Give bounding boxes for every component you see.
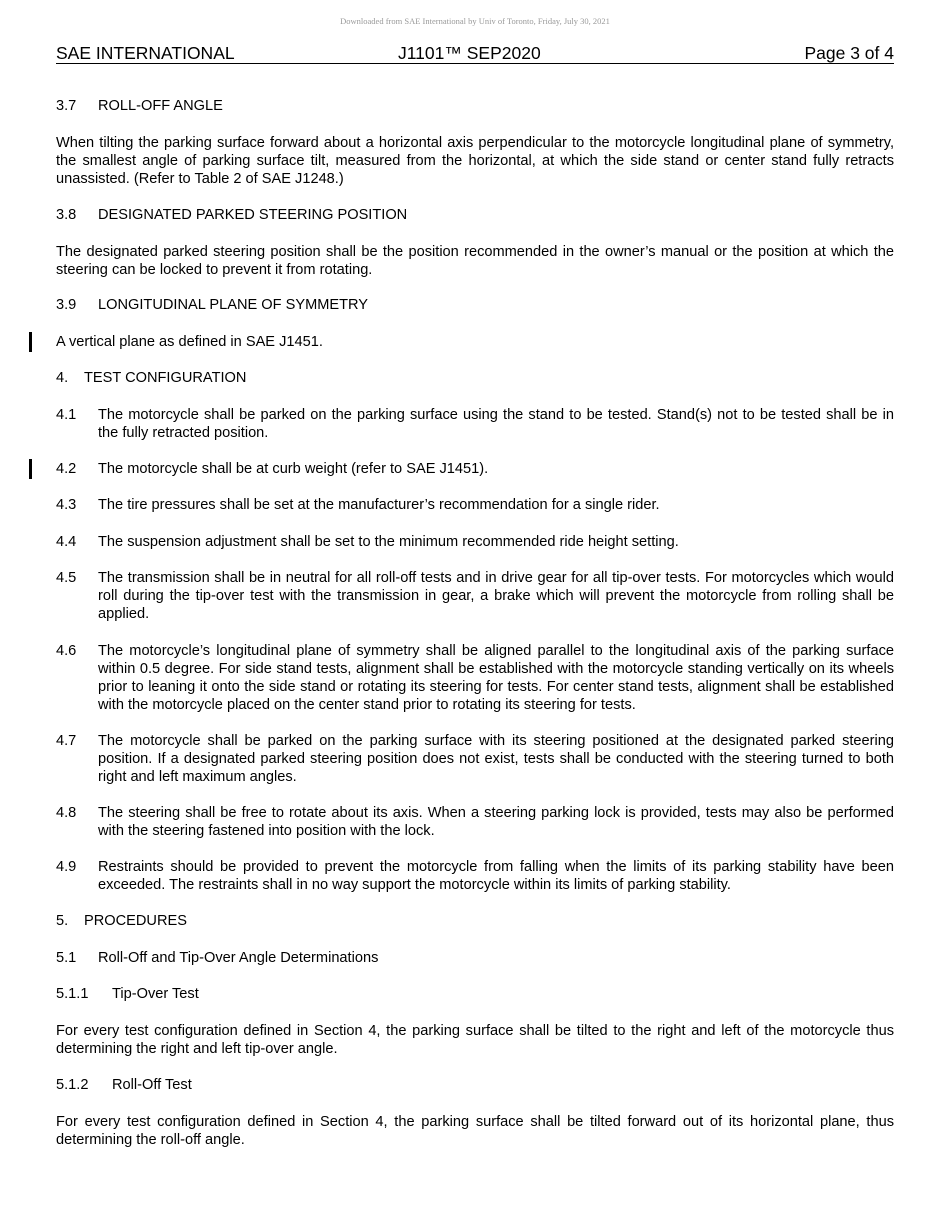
section-5-1-2-paragraph: For every test configuration defined in Section 4, the parking surface shall be tilted forward out of its horizontal plane, thus determining the roll-off angle. bbox=[56, 1114, 894, 1148]
list-item-4-4 bbox=[56, 533, 894, 551]
list-item-4-1 bbox=[56, 406, 894, 442]
list-item-4-8 bbox=[56, 804, 894, 840]
item-number: 4.4 bbox=[56, 534, 77, 550]
item-text: The tire pressures shall be set at the manufacturer’s recommendation for a single rider. bbox=[98, 497, 660, 513]
section-3-9-heading bbox=[56, 296, 894, 314]
section-title: PROCEDURES bbox=[84, 913, 187, 929]
item-number: 4.5 bbox=[56, 570, 77, 586]
list-item-4-7 bbox=[56, 732, 894, 786]
section-title: Roll-Off Test bbox=[112, 1077, 192, 1093]
item-text: Restraints should be provided to prevent the motorcycle from falling when the limits of its parking stability have been exceeded. The restraints shall in no way support the motorcycle within its limits of parking stability. bbox=[98, 859, 894, 893]
section-3-7-paragraph: When tilting the parking surface forward about a horizontal axis perpendicular to the motorcycle longitudinal plane of symmetry, the smallest angle of parking surface tilt, measured from the horizontal, at which the side stand or center stand fully retracts unassisted. (Refer to Table 2 of SAE J1248.) bbox=[56, 135, 894, 187]
revision-bar bbox=[29, 459, 32, 479]
list-item-4-2 bbox=[56, 460, 894, 478]
item-text: The motorcycle’s longitudinal plane of symmetry shall be aligned parallel to the longitudinal axis of the parking surface within 0.5 degree. For side stand tests, alignment shall be established with the motorcycle standing vertically on its wheels prior to leaning it onto the side stand or rotating its steering for tests. For center stand tests, alignment shall be established with the motorcycle placed on the center stand prior to rotating its steering for tests. bbox=[98, 643, 894, 713]
list-item-4-6 bbox=[56, 642, 894, 714]
section-4-heading bbox=[56, 369, 894, 387]
section-number: 5.1 bbox=[56, 950, 77, 966]
header-doc-id: J1101™ SEP2020 bbox=[398, 43, 541, 63]
section-3-8-heading bbox=[56, 206, 894, 224]
section-number: 3.7 bbox=[56, 98, 77, 114]
section-number: 3.9 bbox=[56, 297, 77, 313]
section-number: 4. bbox=[56, 370, 69, 386]
item-text: The motorcycle shall be parked on the parking surface using the stand to be tested. Stand(s) not to be tested shall be in the fully retracted position. bbox=[98, 407, 894, 441]
list-item-4-3 bbox=[56, 496, 894, 514]
item-text: The motorcycle shall be at curb weight (refer to SAE J1451). bbox=[98, 461, 489, 477]
revision-bar bbox=[29, 332, 32, 352]
list-item-4-9 bbox=[56, 858, 894, 894]
section-number: 3.8 bbox=[56, 207, 77, 223]
section-3-7-heading bbox=[56, 97, 894, 115]
section-title: DESIGNATED PARKED STEERING POSITION bbox=[98, 207, 408, 223]
item-number: 4.1 bbox=[56, 407, 77, 423]
section-5-1-heading bbox=[56, 949, 894, 967]
section-title: LONGITUDINAL PLANE OF SYMMETRY bbox=[98, 297, 369, 313]
section-5-1-1-paragraph: For every test configuration defined in Section 4, the parking surface shall be tilted to the right and left of the motorcycle thus determining the right and left tip-over angle. bbox=[56, 1023, 894, 1057]
item-text: The steering shall be free to rotate about its axis. When a steering parking lock is provided, tests may also be performed with the steering fastened into position with the lock. bbox=[98, 805, 894, 839]
section-title: Tip-Over Test bbox=[112, 986, 199, 1002]
download-watermark: Downloaded from SAE International by Univ of Toronto, Friday, July 30, 2021 bbox=[340, 16, 610, 26]
section-5-1-2-heading bbox=[56, 1076, 894, 1094]
item-text: The transmission shall be in neutral for all roll-off tests and in drive gear for all tip-over tests. For motorcycles which would roll during the tip-over test with the transmission in gear, a brake which will prevent the motorcycle from rolling shall be applied. bbox=[98, 570, 894, 622]
item-text: The suspension adjustment shall be set to the minimum recommended ride height setting. bbox=[98, 534, 679, 550]
item-number: 4.3 bbox=[56, 497, 77, 513]
section-3-8-paragraph: The designated parked steering position shall be the position recommended in the owner’s manual or the position at which the steering can be locked to prevent it from rotating. bbox=[56, 244, 894, 278]
list-item-4-5 bbox=[56, 569, 894, 623]
section-title: ROLL-OFF ANGLE bbox=[98, 98, 223, 114]
item-text: The motorcycle shall be parked on the parking surface with its steering positioned at the designated parked steering position. If a designated parked steering position does not exist, tests shall be conducted with the steering turned to both right and left maximum angles. bbox=[98, 733, 894, 785]
section-5-heading bbox=[56, 912, 894, 930]
section-5-1-1-heading bbox=[56, 985, 894, 1003]
item-number: 4.2 bbox=[56, 461, 77, 477]
item-number: 4.7 bbox=[56, 733, 77, 749]
item-number: 4.9 bbox=[56, 859, 77, 875]
item-number: 4.8 bbox=[56, 805, 77, 821]
section-title: Roll-Off and Tip-Over Angle Determinations bbox=[98, 950, 379, 966]
section-title: TEST CONFIGURATION bbox=[84, 370, 247, 386]
header-page-number: Page 3 of 4 bbox=[804, 43, 894, 63]
section-number: 5. bbox=[56, 913, 69, 929]
section-number: 5.1.2 bbox=[56, 1077, 89, 1093]
item-number: 4.6 bbox=[56, 643, 77, 659]
section-number: 5.1.1 bbox=[56, 986, 89, 1002]
header-org: SAE INTERNATIONAL bbox=[56, 43, 235, 63]
section-3-9-paragraph: A vertical plane as defined in SAE J1451. bbox=[56, 334, 323, 350]
page-header bbox=[56, 43, 894, 64]
